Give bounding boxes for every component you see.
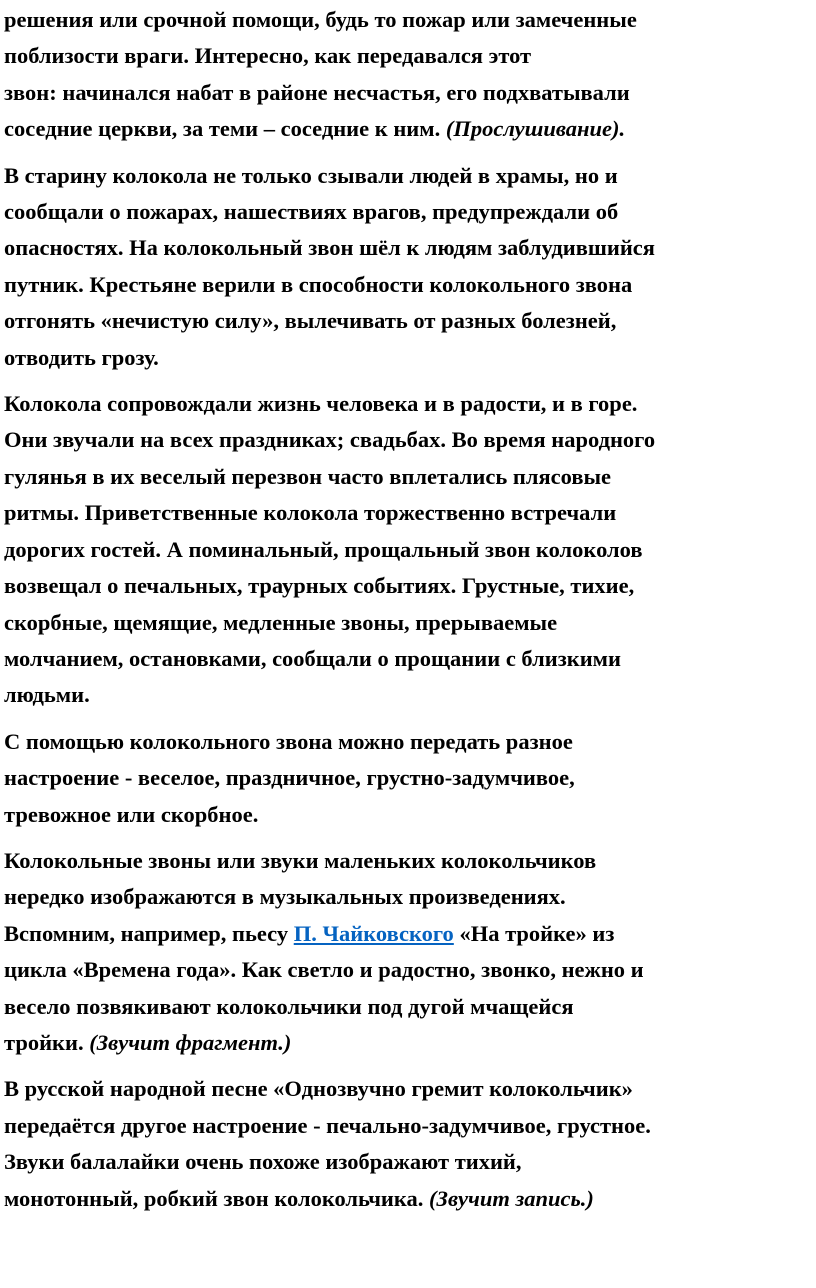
- text-line: отгонять «нечистую силу», вылечивать от разных болезней,: [4, 308, 617, 334]
- text-line-with-note: [4, 111, 812, 147]
- text-line: С помощью колокольного звона можно передать разное: [4, 728, 573, 754]
- text-segment: Вспомним, например, пьесу: [4, 920, 294, 946]
- paragraph-joy-and-sorrow: [4, 386, 812, 714]
- text-line: Колокольные звоны или звуки маленьких колокольчиков: [4, 847, 597, 873]
- text-line: соседние церкви, за теми – соседние к ним.: [4, 116, 441, 142]
- text-line: молчанием, остановками, сообщали о прощании с близкими: [4, 645, 621, 671]
- text-line-with-note: [4, 1181, 812, 1217]
- tchaikovsky-link[interactable]: П. Чайковского: [293, 920, 454, 946]
- text-line: монотонный, робкий звон колокольчика.: [4, 1185, 424, 1211]
- text-line: Колокола сопровождали жизнь человека и в радости, и в горе.: [4, 391, 638, 417]
- text-line: Они звучали на всех праздниках; свадьбах. Во время народного: [4, 427, 656, 453]
- text-line: путник. Крестьяне верили в способности колокольного звона: [4, 271, 633, 297]
- text-line: В русской народной песне «Однозвучно гремит колокольчик»: [4, 1076, 633, 1102]
- paragraph-old-times: [4, 158, 812, 376]
- text-line: сообщали о пожарах, нашествиях врагов, предупреждали об: [4, 199, 619, 225]
- paragraph-tchaikovsky: [4, 843, 812, 1061]
- stage-direction-note: (Прослушивание).: [445, 116, 626, 142]
- stage-direction-note: (Звучит запись.): [429, 1185, 594, 1211]
- text-line-with-note: [4, 1025, 812, 1061]
- text-line: тройки.: [4, 1029, 84, 1055]
- text-line: решения или срочной помощи, будь то пожар или замеченные: [4, 7, 637, 32]
- text-line: В старину колокола не только сзывали людей в храмы, но и: [4, 162, 618, 188]
- text-line: отводить грозу.: [4, 344, 159, 370]
- text-line: возвещал о печальных, траурных событиях. Грустные, тихие,: [4, 573, 635, 599]
- text-line: скорбные, щемящие, медленные звоны, прерываемые: [4, 609, 558, 635]
- text-segment: «На тройке» из: [453, 920, 615, 946]
- text-line: Звуки балалайки очень похоже изображают тихий,: [4, 1149, 522, 1175]
- text-line: дорогих гостей. А поминальный, прощальный звон колоколов: [4, 536, 643, 562]
- text-line: звон: начинался набат в районе несчастья, его подхватывали: [4, 79, 630, 105]
- paragraph-mood: [4, 724, 812, 833]
- stage-direction-note: (Звучит фрагмент.): [89, 1029, 292, 1055]
- paragraph-alarm-bell: [4, 2, 812, 148]
- text-line: нередко изображаются в музыкальных произведениях.: [4, 884, 566, 910]
- text-line: тревожное или скорбное.: [4, 801, 259, 827]
- text-line: цикла «Времена года». Как светло и радостно, звонко, нежно и: [4, 957, 644, 983]
- text-line: весело позвякивают колокольчики под дугой мчащейся: [4, 993, 574, 1019]
- text-line: передаётся другое настроение - печально-задумчивое, грустное.: [4, 1112, 651, 1138]
- text-line-with-link: [4, 916, 812, 952]
- paragraph-folk-song: [4, 1071, 812, 1217]
- text-line: поблизости враги. Интересно, как передавался этот: [4, 43, 532, 69]
- text-line: настроение - веселое, праздничное, грустно-задумчивое,: [4, 765, 575, 791]
- text-line: ритмы. Приветственные колокола торжественно встречали: [4, 500, 617, 526]
- text-line: людьми.: [4, 682, 90, 708]
- text-line: опасностях. На колокольный звон шёл к людям заблудившийся: [4, 235, 655, 261]
- text-line: гулянья в их веселый перезвон часто вплетались плясовые: [4, 463, 612, 489]
